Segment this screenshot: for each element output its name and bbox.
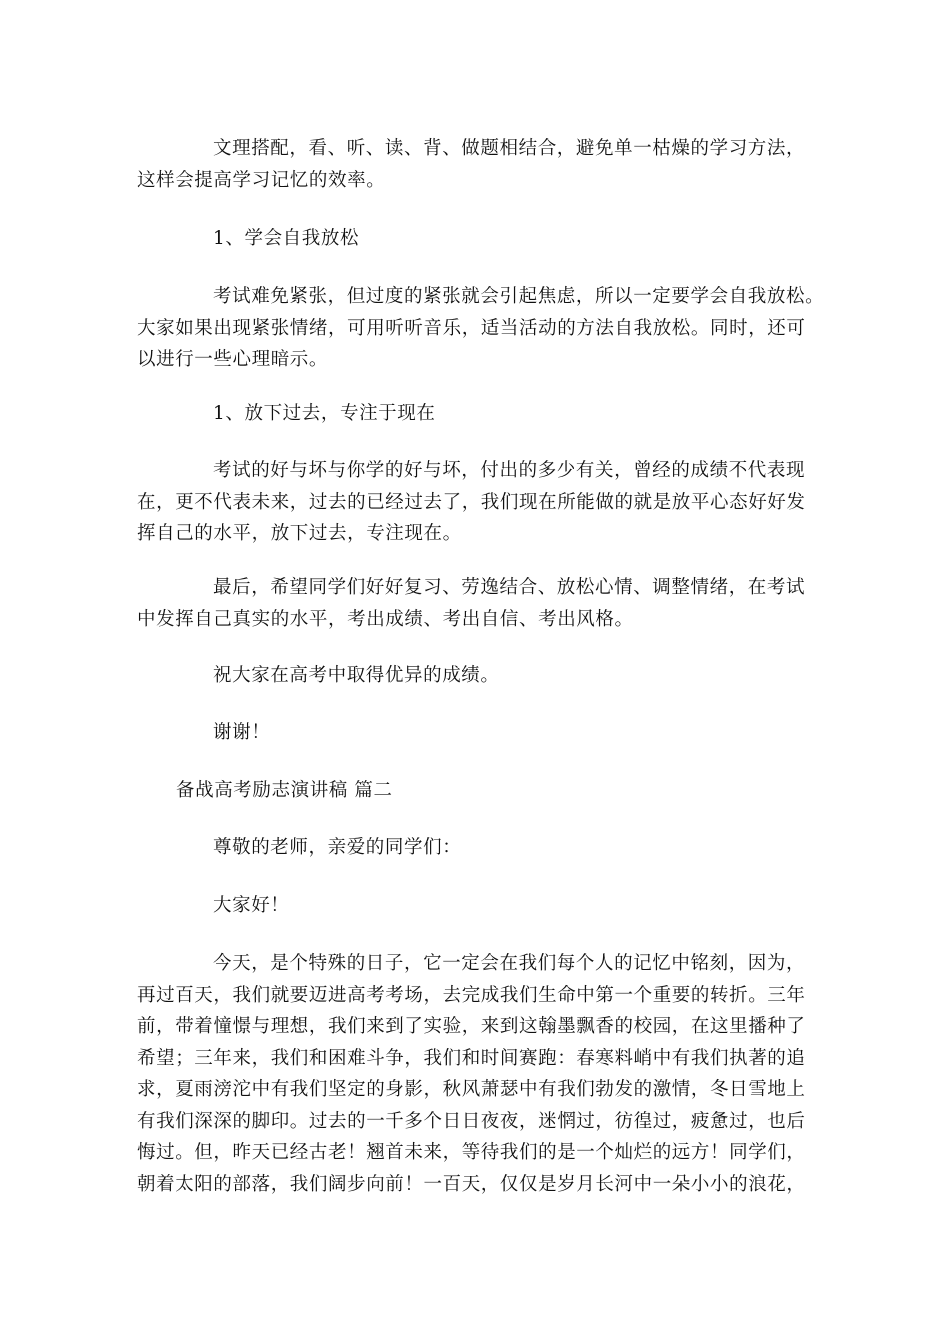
paragraph-study-method [137, 133, 813, 196]
text-line: 考试的好与坏与你学的好与坏，付出的多少有关，曾经的成绩不代表现 [213, 460, 806, 481]
text-line: 这样会提高学习记忆的效率。 [137, 169, 386, 191]
text-line: 悔过。但，昨天已经古老！翘首未来，等待我们的是一个灿烂的远方！同学们， [137, 1142, 806, 1163]
text-line: 希望；三年来，我们和困难斗争，我们和时间赛跑：春寒料峭中有我们执著的追 [137, 1047, 806, 1069]
paragraph-finally [137, 572, 813, 635]
subheading-let-go: 1、放下过去，专注于现在 [213, 403, 436, 424]
text-line: 文理搭配，看、听、读、背、做题相结合，避免单一枯燥的学习方法， [213, 138, 806, 159]
text-line: 最后，希望同学们好好复习、劳逸结合、放松心情、调整情绪，在考试 [213, 577, 806, 598]
paragraph-greeting: 大家好！ [213, 895, 290, 916]
text-line: 大家如果出现紧张情绪，可用听听音乐，适当活动的方法自我放松。同时，还可 [137, 317, 806, 339]
text-line: 有我们深深的脚印。过去的一千多个日日夜夜，迷惘过，彷徨过，疲惫过，也后 [137, 1110, 806, 1132]
paragraph-let-go [137, 455, 813, 550]
paragraph-speech-body [137, 948, 813, 1200]
text-line: 再过百天，我们就要迈进高考考场，去完成我们生命中第一个重要的转折。三年 [137, 984, 806, 1006]
text-line: 求，夏雨滂沱中有我们坚定的身影，秋风萧瑟中有我们勃发的激情，冬日雪地上 [137, 1079, 806, 1100]
text-line: 今天，是个特殊的日子，它一定会在我们每个人的记忆中铭刻，因为， [213, 953, 806, 974]
text-line: 考试难免紧张，但过度的紧张就会引起焦虑，所以一定要学会自我放松。 [213, 286, 825, 307]
text-line: 挥自己的水平，放下过去，专注现在。 [137, 523, 462, 544]
text-line: 朝着太阳的部落，我们阔步向前！一百天，仅仅是岁月长河中一朵小小的浪花， [137, 1173, 806, 1195]
text-line: 在，更不代表未来，过去的已经过去了，我们现在所能做的就是放平心态好好发 [137, 491, 806, 513]
subheading-relax: 1、学会自我放松 [213, 228, 360, 249]
paragraph-thanks: 谢谢！ [213, 722, 271, 743]
text-line: 前，带着憧憬与理想，我们来到了实验，来到这翰墨飘香的校园，在这里播种了 [137, 1016, 806, 1037]
paragraph-relax [137, 281, 825, 376]
text-line: 中发挥自己真实的水平，考出成绩、考出自信、考出风格。 [137, 608, 634, 630]
section-title: 备战高考励志演讲稿 篇二 [176, 780, 393, 801]
text-line: 以进行一些心理暗示。 [137, 349, 329, 370]
paragraph-wishes: 祝大家在高考中取得优异的成绩。 [213, 665, 500, 686]
paragraph-salutation: 尊敬的老师，亲爱的同学们： [213, 837, 462, 858]
